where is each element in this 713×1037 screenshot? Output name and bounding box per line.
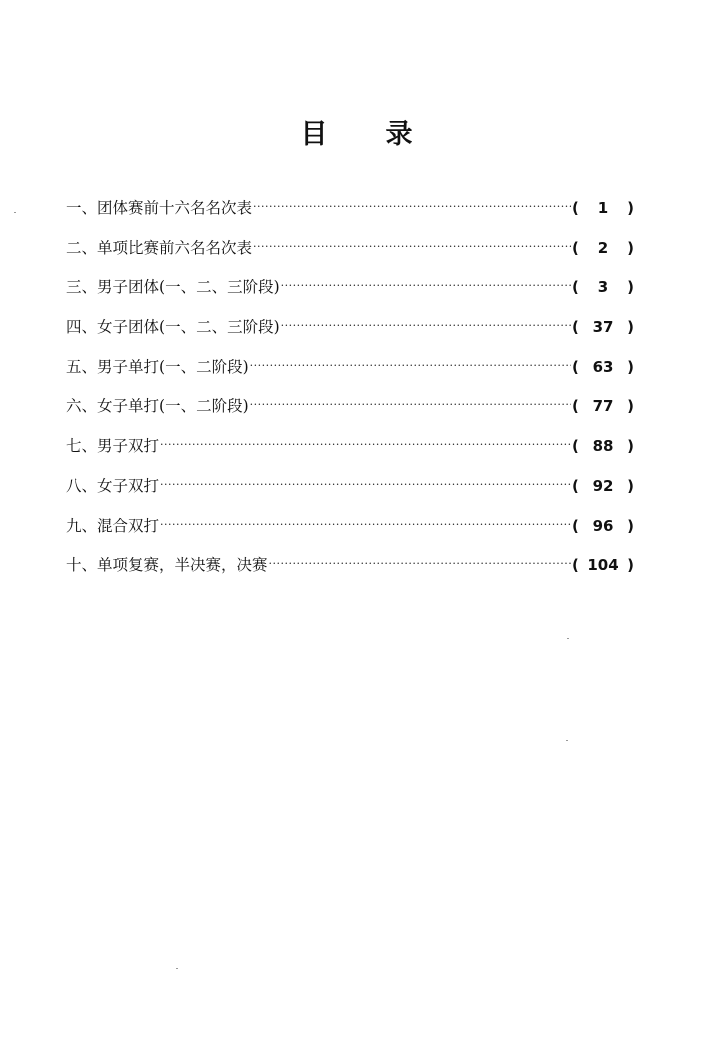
- toc-entry[interactable]: [66, 315, 634, 355]
- page-paren-open: (: [572, 238, 579, 257]
- page-paren-open: (: [572, 397, 579, 416]
- title-char-1: 目: [300, 119, 328, 150]
- toc-entry[interactable]: [66, 196, 634, 236]
- page-number: 104: [587, 556, 619, 575]
- toc-entry-label: 女子双打: [97, 476, 160, 495]
- page-number: 2: [597, 238, 609, 257]
- toc-entry-label: 男子单打(一、二阶段): [97, 357, 249, 376]
- toc-entry-number: 一、: [66, 199, 98, 217]
- scan-speck: [567, 638, 569, 639]
- page-paren-open: (: [572, 516, 579, 535]
- toc-entry-label: 团体赛前十六名名次表: [97, 199, 253, 217]
- dot-leader: [253, 240, 571, 253]
- toc-entry-label: 混合双打: [97, 516, 160, 535]
- toc-entry[interactable]: [66, 514, 634, 554]
- toc-entry[interactable]: [66, 474, 634, 514]
- page-paren-close: ): [627, 397, 634, 416]
- toc-entry-number: 三、: [66, 278, 98, 297]
- table-of-contents: [66, 196, 634, 593]
- toc-entry-number: 二、: [66, 238, 98, 257]
- page-paren-open: (: [572, 278, 579, 297]
- toc-entry-page: [572, 437, 634, 455]
- page-paren-open: (: [572, 476, 579, 495]
- title-char-2: 录: [385, 119, 413, 150]
- toc-entry-label: 女子单打(一、二阶段): [97, 397, 249, 416]
- toc-entry-number: 四、: [66, 318, 98, 337]
- page-number: 92: [592, 476, 614, 495]
- dot-leader: [269, 557, 571, 570]
- page-paren-close: ): [627, 238, 634, 257]
- dot-leader: [160, 518, 571, 531]
- toc-entry-page: [572, 358, 634, 376]
- page-paren-close: ): [627, 556, 634, 575]
- toc-entry-label: 单项比赛前六名名次表: [97, 238, 253, 257]
- toc-entry-page: [572, 278, 634, 296]
- toc-entry-number: 八、: [66, 476, 98, 495]
- dot-leader: [250, 398, 571, 411]
- page-number: 63: [592, 357, 614, 376]
- toc-entry-number: 十、: [66, 556, 98, 575]
- toc-entry-label: 女子团体(一、二、三阶段): [97, 318, 280, 337]
- dot-leader: [281, 279, 571, 292]
- toc-entry[interactable]: [66, 434, 634, 474]
- page-paren-open: (: [572, 437, 579, 456]
- page-paren-open: (: [572, 357, 579, 376]
- page-paren-open: (: [572, 199, 579, 217]
- scan-speck: [566, 740, 568, 741]
- page-paren-open: (: [572, 556, 579, 575]
- page-number: 3: [597, 278, 609, 297]
- page-paren-close: ): [627, 476, 634, 495]
- toc-entry-page: [572, 556, 634, 574]
- toc-entry[interactable]: [66, 236, 634, 276]
- page-title: [0, 112, 713, 151]
- toc-entry[interactable]: [66, 553, 634, 593]
- toc-entry-number: 六、: [66, 397, 98, 416]
- toc-entry-page: [572, 397, 634, 415]
- toc-entry-page: [572, 239, 634, 257]
- toc-entry-number: 九、: [66, 516, 98, 535]
- toc-entry-number: 七、: [66, 437, 98, 456]
- page-paren-close: ): [627, 318, 634, 337]
- page-number: 88: [592, 437, 614, 456]
- dot-leader: [281, 319, 571, 332]
- page-number: 96: [592, 516, 614, 535]
- toc-entry-page: [572, 477, 634, 495]
- scan-speck: [176, 968, 178, 969]
- toc-entry[interactable]: [66, 275, 634, 315]
- page-paren-close: ): [627, 516, 634, 535]
- page-number: 77: [592, 397, 614, 416]
- toc-entry-label: 男子双打: [97, 437, 160, 456]
- toc-entry-page: [572, 318, 634, 336]
- page-paren-close: ): [627, 278, 634, 297]
- page-paren-open: (: [572, 318, 579, 337]
- page-paren-close: ): [627, 199, 634, 217]
- toc-entry[interactable]: [66, 394, 634, 434]
- dot-leader: [253, 200, 571, 213]
- dot-leader: [160, 438, 571, 451]
- page-number: 37: [592, 318, 614, 337]
- toc-entry-label: 男子团体(一、二、三阶段): [97, 278, 280, 297]
- toc-entry-page: [572, 199, 634, 217]
- dot-leader: [250, 359, 571, 372]
- page-paren-close: ): [627, 357, 634, 376]
- page-number: 1: [597, 199, 609, 217]
- scan-speck: [14, 212, 16, 213]
- page-paren-close: ): [627, 437, 634, 456]
- toc-entry[interactable]: [66, 355, 634, 395]
- dot-leader: [160, 478, 571, 491]
- toc-entry-number: 五、: [66, 357, 98, 376]
- toc-entry-page: [572, 517, 634, 535]
- toc-entry-label: 单项复赛，半决赛，决赛: [97, 556, 268, 575]
